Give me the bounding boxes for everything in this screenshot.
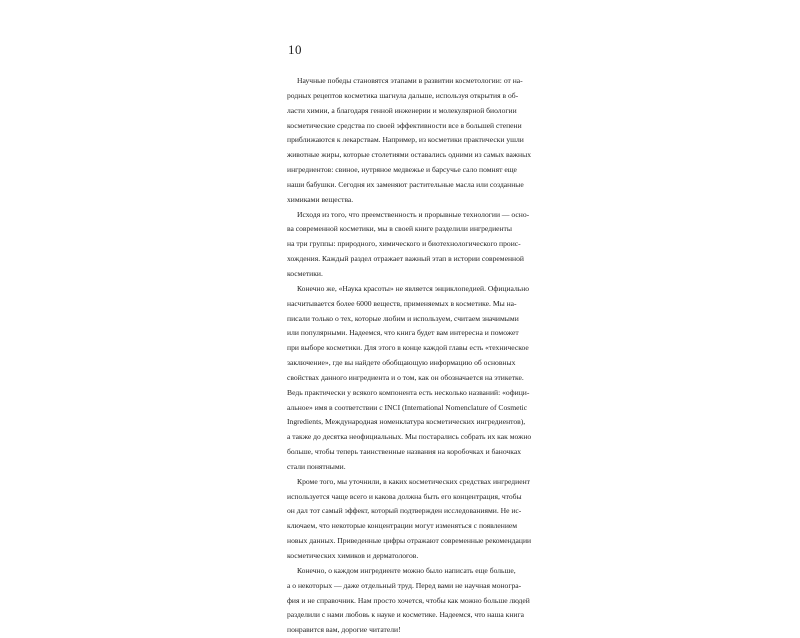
text-line: заключение», где вы найдете обобщающую информацию об основных [287,358,516,368]
text-line: косметические средства по своей эффективности все в большей степени [287,120,522,130]
text-line: Конечно, о каждом ингредиенте можно было написать еще больше, [297,565,516,575]
text-line: писали только о тех, которые любим и используем, считаем значимыми [287,313,519,323]
text-line: новых данных. Приведенные цифры отражают современные рекомендации [287,536,532,546]
text-line: наши бабушки. Сегодня их заменяют растительные масла или созданные [287,179,524,189]
paragraph [287,74,545,208]
text-line: приближаются к лекарствам. Например, из косметики практически ушли [287,135,524,145]
text-line: косметики. [287,268,323,278]
text-line: фия и не справочник. Нам просто хочется, чтобы как можно больше людей [287,595,530,605]
text-line: Конечно же, «Наука красоты» не является энциклопедией. Официально [297,283,530,293]
paragraph [287,564,545,638]
text-line: на три группы: природного, химического и биотехнологического проис- [287,239,521,249]
text-line: он дал тот самый эффект, который подтвержден исследованиями. Не ис- [287,506,522,516]
text-line: Научные победы становятся этапами в развитии косметологии: от на- [297,76,523,85]
paragraph [287,282,545,475]
text-line: больше, чтобы теперь таинственные названия на коробочках и баночках [287,447,521,457]
text-line: альное» имя в соответствии с INCI (International Nomenclature of Cosmetic [287,402,528,412]
text-line: а также до десятка неофициальных. Мы постарались собрать их как можно [287,432,532,442]
text-line: ключаем, что некоторые концентрации могут изменяться с появлением [287,521,518,531]
page-number: 10 [288,42,302,57]
text-line: Ingredients, Международная номенклатура косметических ингредиентов), [287,417,526,427]
text-line: понравится вам, дорогие читатели! [287,625,401,635]
text-line: используется чаще всего и какова должна быть его концентрация, чтобы [287,491,522,501]
text-line: разделили с нами любовь к науке и косметике. Надеемся, что наша книга [287,610,524,620]
text-line: хождения. Каждый раздел отражает важный этап в истории современной [287,254,524,264]
text-line: химиками вещества. [287,194,354,204]
text-line: или популярными. Надеемся, что книга будет вам интересна и поможет [287,328,519,338]
body-text [287,74,545,638]
text-line: при выборе косметики. Для этого в конце каждой главы есть «техническое [287,343,529,353]
text-line: свойствах данного ингредиента и о том, как он обозначается на этикетке. [287,372,524,382]
text-line: родных рецептов косметика шагнула дальше, используя открытия в об- [287,90,519,100]
text-line: насчитывается более 6000 веществ, применяемых в косметике. Мы на- [287,298,517,308]
text-line: ласти химии, а благодаря генной инженерии и молекулярной биологии [287,105,517,115]
text-line: ва современной косметики, мы в своей книге разделили ингредиенты [287,224,512,234]
text-line: косметических химиков и дерматологов. [287,551,419,560]
text-line: стали понятными. [287,461,346,471]
text-line: животные жиры, которые столетиями оставались одними из самых важных [287,150,532,160]
text-line: Исходя из того, что преемственность и прорывные технологии — осно- [297,209,530,219]
text-line: Ведь практически у всякого компонента есть несколько названий: «офици- [287,387,530,397]
text-line: Кроме того, мы уточнили, в каких косметических средствах ингредиент [297,476,530,486]
paragraph [287,475,545,564]
text-line: ингредиентов: свиное, нутряное медвежье и барсучье сало помнят еще [287,165,517,175]
text-line: а о некоторых — даже отдельный труд. Перед вами не научная моногра- [287,580,522,590]
paragraph [287,208,545,282]
